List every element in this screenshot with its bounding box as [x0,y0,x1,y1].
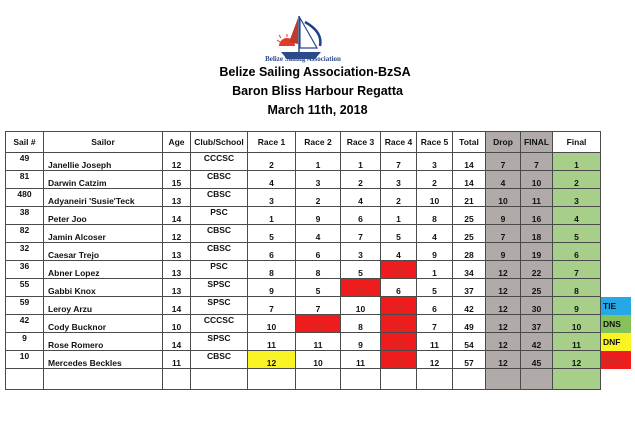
total-score: 57 [453,351,486,369]
club-school: CBSC [191,351,248,369]
race-5-score: 10 [417,189,453,207]
table-row [6,207,631,225]
total-score: 37 [453,279,486,297]
final-score: 10 [521,171,553,189]
club-school: CBSC [191,171,248,189]
final-place: 12 [553,351,601,369]
sailor-age: 12 [163,225,191,243]
table-row [6,261,631,279]
sail-number: 49 [6,153,44,171]
total-score: 28 [453,243,486,261]
sailor-name: Adyaneiri 'Susie'Teck [44,189,163,207]
race-1-score: 5 [248,225,296,243]
total-score: 25 [453,225,486,243]
legend-dsq: DSQ [601,351,631,369]
race-3-score: 10 [341,297,381,315]
legend-empty [601,279,631,297]
race-3-score: 5 [341,261,381,279]
col-header-race2: Race 2 [296,132,341,153]
results-table [5,131,631,390]
race-1-score: 4 [248,171,296,189]
race-5-score: 6 [417,297,453,315]
final-place: 4 [553,207,601,225]
table-row [6,333,631,351]
final-place: 2 [553,171,601,189]
legend-empty [601,225,631,243]
sail-number: 81 [6,171,44,189]
race-2-score: 4 [296,225,341,243]
sailor-name: Peter Joo [44,207,163,225]
race-2-score: 1 [296,153,341,171]
race-2-score: 3 [296,171,341,189]
legend-empty [601,261,631,279]
club-school: PSC [191,207,248,225]
col-header-race3: Race 3 [341,132,381,153]
final-place: 6 [553,243,601,261]
sailor-name: Abner Lopez [44,261,163,279]
sail-number: 10 [6,351,44,369]
final-score: 37 [521,315,553,333]
total-score: 42 [453,297,486,315]
sailor-name: Cody Bucknor [44,315,163,333]
empty-cell [6,369,44,390]
table-row [6,315,631,333]
race-3-score: 11 [341,351,381,369]
race-3-score: 9 [341,333,381,351]
final-score: 18 [521,225,553,243]
sail-number: 42 [6,315,44,333]
race-1-score: 3 [248,189,296,207]
table-row [6,189,631,207]
race-2-score: 10 [296,351,341,369]
sailor-age: 15 [163,171,191,189]
race-3-score: 3 [341,243,381,261]
race-5-score: 1 [417,261,453,279]
race-1-score: 12 [248,351,296,369]
race-1-score: 2 [248,153,296,171]
final-place: 9 [553,297,601,315]
race-4-score: 2 [381,189,417,207]
club-school: PSC [191,261,248,279]
club-school: CBSC [191,225,248,243]
race-4-score: 12 [381,261,417,279]
race-3-score: 7 [341,225,381,243]
race-1-score: 10 [248,315,296,333]
sail-number: 32 [6,243,44,261]
drop-score: 12 [486,279,521,297]
sailor-age: 13 [163,189,191,207]
empty-cell [248,369,296,390]
empty-cell [381,369,417,390]
empty-cell [341,369,381,390]
total-score: 14 [453,153,486,171]
legend-empty [601,243,631,261]
legend-empty [601,189,631,207]
empty-cell [417,369,453,390]
sailor-name: Jamin Alcoser [44,225,163,243]
sail-number: 9 [6,333,44,351]
race-4-score: 12 [381,315,417,333]
legend-empty [601,207,631,225]
drop-score: 12 [486,351,521,369]
final-place: 3 [553,189,601,207]
race-4-score: 12 [381,333,417,351]
race-5-score: 9 [417,243,453,261]
empty-cell [553,369,601,390]
final-score: 11 [521,189,553,207]
race-4-score: 6 [381,279,417,297]
table-row [6,225,631,243]
club-school: SPSC [191,279,248,297]
sail-number: 38 [6,207,44,225]
race-3-score: 12 [341,279,381,297]
drop-score: 9 [486,243,521,261]
race-2-score: 9 [296,207,341,225]
drop-score: 12 [486,315,521,333]
race-1-score: 11 [248,333,296,351]
race-2-score: 6 [296,243,341,261]
race-3-score: 2 [341,171,381,189]
drop-score: 7 [486,225,521,243]
final-score: 22 [521,261,553,279]
drop-score: 12 [486,261,521,279]
sail-number: 480 [6,189,44,207]
table-row [6,279,631,297]
sailor-name: Leroy Arzu [44,297,163,315]
association-title: Belize Sailing Association-BzSA [219,65,411,79]
sailor-age: 13 [163,279,191,297]
regatta-date: March 11th, 2018 [267,103,368,117]
col-header-age: Age [163,132,191,153]
sailor-name: Gabbi Knox [44,279,163,297]
col-header-race1: Race 1 [248,132,296,153]
legend-empty [601,153,631,171]
club-school: CBSC [191,243,248,261]
race-4-score: 5 [381,225,417,243]
empty-cell [521,369,553,390]
col-header-total: Total [453,132,486,153]
race-2-score: 2 [296,189,341,207]
race-4-score: 12 [381,297,417,315]
empty-row [6,369,631,390]
empty-cell [191,369,248,390]
col-header-race4: Race 4 [381,132,417,153]
final-score: 42 [521,333,553,351]
col-header-sailor: Sailor [44,132,163,153]
regatta-title: Baron Bliss Harbour Regatta [232,84,403,98]
race-1-score: 1 [248,207,296,225]
race-5-score: 3 [417,153,453,171]
race-1-score: 7 [248,297,296,315]
empty-cell [296,369,341,390]
drop-score: 12 [486,297,521,315]
final-place: 11 [553,333,601,351]
sailor-age: 14 [163,207,191,225]
race-2-score: 5 [296,279,341,297]
final-place: 5 [553,225,601,243]
race-1-score: 8 [248,261,296,279]
race-3-score: 4 [341,189,381,207]
race-5-score: 8 [417,207,453,225]
drop-score: 4 [486,171,521,189]
empty-cell [163,369,191,390]
race-5-score: 7 [417,315,453,333]
race-5-score: 12 [417,351,453,369]
race-1-score: 9 [248,279,296,297]
legend-dnf: DNF [601,333,631,351]
sailor-name: Mercedes Beckles [44,351,163,369]
race-4-score: 1 [381,207,417,225]
race-2-score: 8 [296,261,341,279]
race-3-score: 1 [341,153,381,171]
race-3-score: 8 [341,315,381,333]
table-row [6,351,631,369]
final-score: 30 [521,297,553,315]
sailor-name: Janellie Joseph [44,153,163,171]
sailor-name: Caesar Trejo [44,243,163,261]
col-header-final-place: Final [553,132,601,153]
total-score: 25 [453,207,486,225]
race-4-score: 7 [381,153,417,171]
race-2-score: 11 [296,333,341,351]
header-row [6,132,631,153]
sailor-age: 13 [163,261,191,279]
total-score: 49 [453,315,486,333]
total-score: 34 [453,261,486,279]
club-school: CBSC [191,189,248,207]
race-1-score: 6 [248,243,296,261]
drop-score: 10 [486,189,521,207]
race-4-score: 12 [381,351,417,369]
total-score: 21 [453,189,486,207]
table-row [6,171,631,189]
race-2-score: 12 [296,315,341,333]
col-header-club: Club/School [191,132,248,153]
table-row [6,153,631,171]
sail-number: 36 [6,261,44,279]
document-titles [0,63,635,120]
race-4-score: 3 [381,171,417,189]
final-score: 45 [521,351,553,369]
sail-number: 59 [6,297,44,315]
sailor-age: 10 [163,315,191,333]
final-score: 25 [521,279,553,297]
legend-header-spacer [601,132,631,153]
club-school: SPSC [191,333,248,351]
total-score: 54 [453,333,486,351]
final-place: 1 [553,153,601,171]
legend-dns: DNS [601,315,631,333]
final-place: 8 [553,279,601,297]
sailor-name: Darwin Catzim [44,171,163,189]
legend-empty [601,171,631,189]
race-4-score: 4 [381,243,417,261]
legend-empty [601,369,631,390]
club-school: CCCSC [191,315,248,333]
final-score: 7 [521,153,553,171]
final-place: 7 [553,261,601,279]
table-row [6,297,631,315]
race-5-score: 5 [417,279,453,297]
club-school: CCCSC [191,153,248,171]
sailor-age: 14 [163,297,191,315]
drop-score: 7 [486,153,521,171]
sailor-age: 11 [163,351,191,369]
sail-number: 55 [6,279,44,297]
table-row [6,243,631,261]
race-5-score: 4 [417,225,453,243]
sailor-name: Rose Romero [44,333,163,351]
logo-caption: Belize Sailing Association [265,55,341,63]
final-score: 19 [521,243,553,261]
empty-cell [486,369,521,390]
sailor-age: 14 [163,333,191,351]
drop-score: 12 [486,333,521,351]
final-place: 10 [553,315,601,333]
final-score: 16 [521,207,553,225]
total-score: 14 [453,171,486,189]
drop-score: 9 [486,207,521,225]
empty-cell [44,369,163,390]
race-3-score: 6 [341,207,381,225]
sail-number: 82 [6,225,44,243]
col-header-final-score: FINAL [521,132,553,153]
sailor-age: 13 [163,243,191,261]
race-2-score: 7 [296,297,341,315]
col-header-sail: Sail # [6,132,44,153]
col-header-drop: Drop [486,132,521,153]
club-school: SPSC [191,297,248,315]
legend-tie: TIE [601,297,631,315]
race-5-score: 2 [417,171,453,189]
empty-cell [453,369,486,390]
race-5-score: 11 [417,333,453,351]
col-header-race5: Race 5 [417,132,453,153]
sailor-age: 12 [163,153,191,171]
